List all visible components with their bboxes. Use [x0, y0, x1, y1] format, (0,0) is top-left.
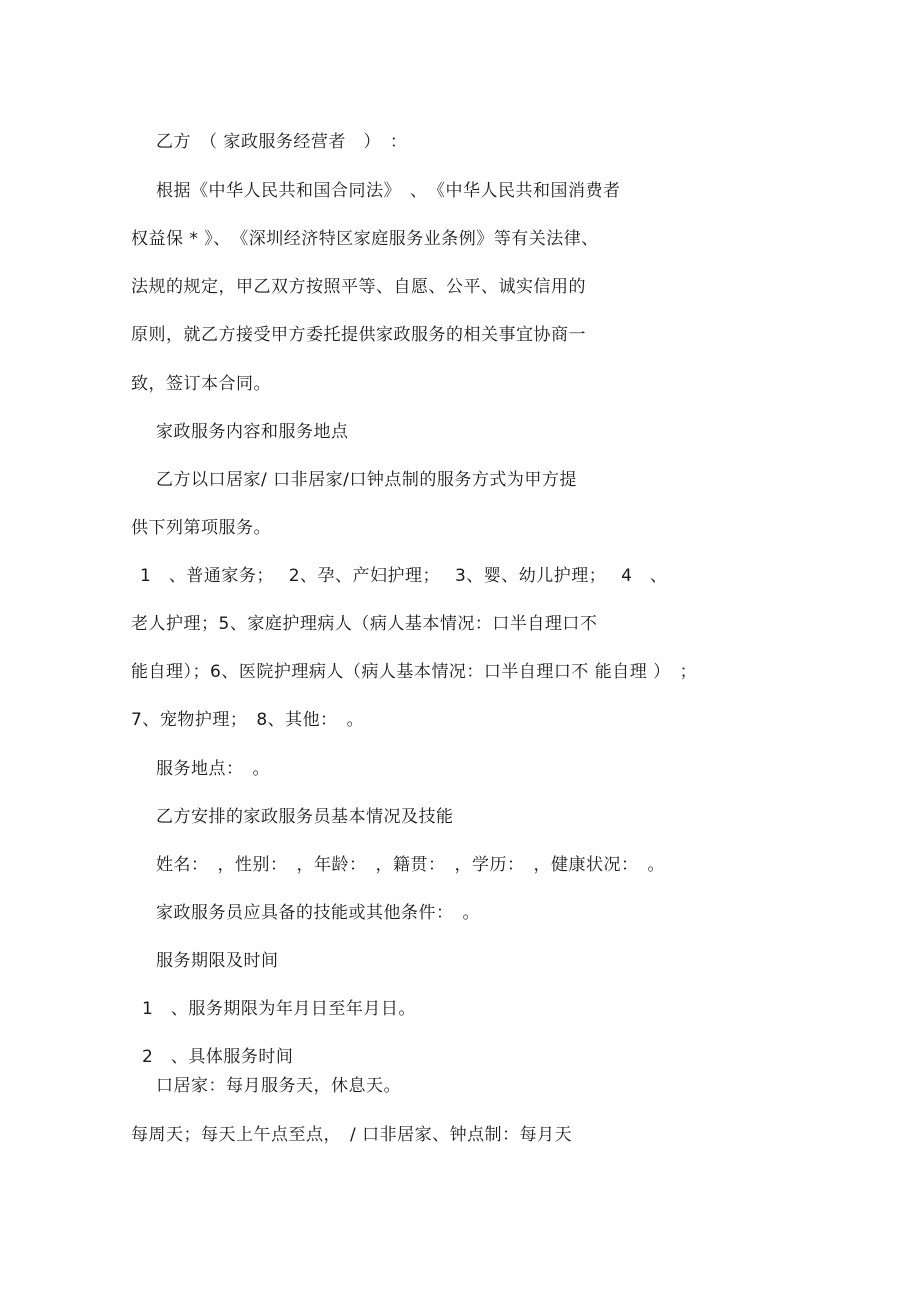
paragraph-line: 根据《中华人民共和国合同法》 、 《中华人民共和国消费者 — [156, 181, 621, 201]
paragraph-line: 权益保 * 》、 《深圳经济特区家庭服务业条例》等有关法律、 — [131, 229, 599, 249]
section-heading: 服务期限及时间 — [156, 951, 279, 971]
schedule-line: 口居家：每月服务天，休息天。 — [156, 1076, 401, 1096]
service-location-line: 服务地点： 。 — [156, 759, 270, 779]
paragraph-line: 法规的规定，甲乙双方按照平等、自愿、公平、诚实信用的 — [131, 277, 586, 297]
party-b-line: 乙方 （ 家政服务经营者 ） ： — [156, 132, 408, 152]
worker-info-line: 姓名： ，性别： ，年龄： ，籍贯： ，学历： ，健康状况： 。 — [156, 855, 665, 875]
paragraph-line: 原则，就乙方接受甲方委托提供家政服务的相关事宜协商一 — [131, 325, 586, 345]
worker-skills-line: 家政服务员应具备的技能或其他条件： 。 — [156, 903, 480, 923]
service-item-line: 能自理）；6、医院护理病人（病人基本情况：口半自理口不 能自理 ） ； — [131, 662, 698, 682]
schedule-line: 每周天；每天上午点至点， / 口非居家、钟点制：每月天 — [131, 1125, 573, 1145]
paragraph-line: 致，签订本合同。 — [131, 374, 271, 394]
service-item-line: 7、宠物护理； 8、其他： 。 — [131, 710, 365, 730]
service-item-line: 1 、普通家务； 2、孕、产妇护理； 3、婴、幼儿护理； 4 、 — [140, 566, 668, 586]
paragraph-line: 供下列第项服务。 — [131, 518, 271, 538]
section-heading: 家政服务内容和服务地点 — [156, 422, 349, 442]
term-line: 1 、服务期限为年月日至年月日。 — [142, 999, 416, 1019]
term-line: 2 、具体服务时间 — [142, 1047, 294, 1067]
paragraph-line: 乙方以口居家/ 口非居家/口钟点制的服务方式为甲方提 — [156, 470, 577, 490]
service-item-line: 老人护理；5、家庭护理病人（病人基本情况：口半自理口不 — [131, 614, 598, 634]
section-heading: 乙方安排的家政服务员基本情况及技能 — [156, 807, 454, 827]
